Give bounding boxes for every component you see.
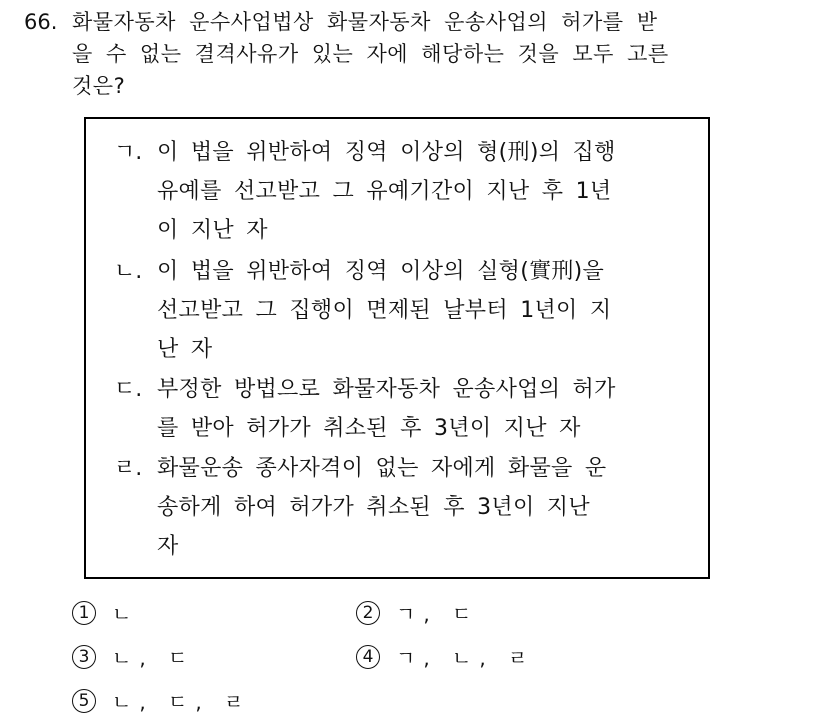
statement-box	[84, 117, 710, 579]
circled-number-2: 2	[356, 601, 380, 625]
item-marker-digeut: ㄷ.	[114, 377, 143, 402]
question-line-3: 것은?	[72, 74, 126, 98]
item-nieun-line-1: 이 법을 위반하여 징역 이상의 실형(實刑)을	[157, 259, 605, 284]
circled-number-4: 4	[356, 645, 380, 669]
item-marker-rieul: ㄹ.	[114, 456, 143, 481]
item-giyeok-line-3: 이 지난 자	[157, 218, 268, 243]
item-giyeok-line-2: 유예를 선고받고 그 유예기간이 지난 후 1년	[157, 179, 612, 204]
item-giyeok-line-1: 이 법을 위반하여 징역 이상의 형(刑)의 집행	[157, 140, 616, 165]
choice-5-text: ㄴ, ㄷ, ㄹ	[112, 690, 252, 714]
choice-5[interactable]	[72, 686, 251, 715]
choice-3-text: ㄴ, ㄷ	[112, 646, 196, 670]
choice-1[interactable]	[72, 598, 139, 627]
item-rieul-line-3: 자	[157, 534, 179, 559]
item-rieul-line-2: 송하게 하여 허가가 취소된 후 3년이 지난	[157, 495, 590, 520]
circled-number-3: 3	[72, 645, 96, 669]
choice-1-text: ㄴ	[112, 602, 140, 626]
item-rieul-line-1: 화물운송 종사자격이 없는 자에게 화물을 운	[157, 456, 607, 481]
item-digeut-line-1: 부정한 방법으로 화물자동차 운송사업의 허가	[157, 377, 616, 402]
item-marker-giyeok: ㄱ.	[114, 140, 143, 165]
item-nieun-line-2: 선고받고 그 집행이 면제된 날부터 1년이 지	[157, 298, 612, 323]
choice-2[interactable]	[356, 598, 479, 627]
item-digeut-line-2: 를 받아 허가가 취소된 후 3년이 지난 자	[157, 416, 581, 441]
circled-number-5: 5	[72, 689, 96, 713]
circled-number-1: 1	[72, 601, 96, 625]
choice-4-text: ㄱ, ㄴ, ㄹ	[396, 646, 536, 670]
item-marker-nieun: ㄴ.	[114, 259, 143, 284]
question-line-1: 화물자동차 운수사업법상 화물자동차 운송사업의 허가를 받	[72, 10, 658, 34]
choice-4[interactable]	[356, 642, 535, 671]
question-line-2: 을 수 없는 결격사유가 있는 자에 해당하는 것을 모두 고른	[72, 42, 669, 66]
item-nieun-line-3: 난 자	[157, 337, 213, 362]
choice-3[interactable]	[72, 642, 195, 671]
choice-2-text: ㄱ, ㄷ	[396, 602, 480, 626]
question-number: 66.	[24, 10, 58, 34]
